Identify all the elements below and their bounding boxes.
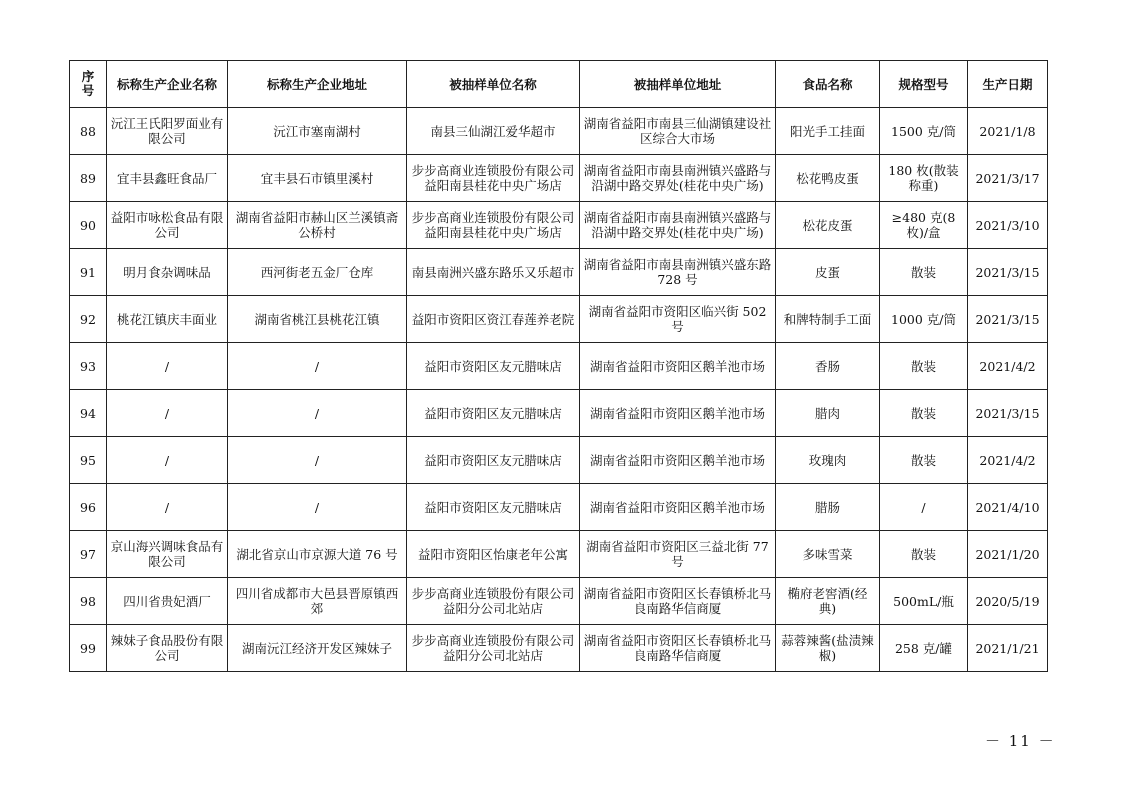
cell-sampled-unit-address: 湖南省益阳市资阳区长春镇桥北马良南路华信商厦 <box>580 578 776 625</box>
cell-sampled-unit-name: 益阳市资阳区友元腊味店 <box>407 437 580 484</box>
cell-manufacturer-address: / <box>228 437 407 484</box>
cell-spec: 散装 <box>880 343 968 390</box>
cell-sampled-unit-address: 湖南省益阳市资阳区临兴街 502 号 <box>580 296 776 343</box>
cell-sampled-unit-address: 湖南省益阳市南县南洲镇兴盛路与沿湖中路交界处(桂花中央广场) <box>580 202 776 249</box>
cell-spec: / <box>880 484 968 531</box>
cell-manufacturer-name: 桃花江镇庆丰面业 <box>107 296 228 343</box>
cell-manufacturer-address: 宜丰县石市镇里溪村 <box>228 155 407 202</box>
header-sampled-unit-name: 被抽样单位名称 <box>407 61 580 108</box>
table-row <box>70 202 1048 249</box>
table-row <box>70 249 1048 296</box>
table-row <box>70 296 1048 343</box>
cell-seq: 90 <box>70 202 107 249</box>
cell-manufacturer-name: 四川省贵妃酒厂 <box>107 578 228 625</box>
cell-seq: 91 <box>70 249 107 296</box>
table-row <box>70 343 1048 390</box>
cell-seq: 98 <box>70 578 107 625</box>
cell-manufacturer-address: 沅江市塞南湖村 <box>228 108 407 155</box>
cell-manufacturer-name: 京山海兴调味食品有限公司 <box>107 531 228 578</box>
cell-sampled-unit-address: 湖南省益阳市资阳区鹅羊池市场 <box>580 484 776 531</box>
cell-production-date: 2021/1/20 <box>968 531 1048 578</box>
cell-seq: 93 <box>70 343 107 390</box>
cell-production-date: 2021/3/15 <box>968 390 1048 437</box>
cell-seq: 95 <box>70 437 107 484</box>
cell-sampled-unit-name: 南县三仙湖江爱华超市 <box>407 108 580 155</box>
header-food-name: 食品名称 <box>776 61 880 108</box>
cell-production-date: 2021/1/8 <box>968 108 1048 155</box>
sampling-results-table <box>69 60 1048 672</box>
cell-sampled-unit-name: 益阳市资阳区怡康老年公寓 <box>407 531 580 578</box>
cell-spec: 1000 克/筒 <box>880 296 968 343</box>
table-header <box>70 61 1048 108</box>
cell-production-date: 2020/5/19 <box>968 578 1048 625</box>
cell-manufacturer-address: 西河街老五金厂仓库 <box>228 249 407 296</box>
cell-sampled-unit-address: 湖南省益阳市南县南洲镇兴盛路与沿湖中路交界处(桂花中央广场) <box>580 155 776 202</box>
header-seq-line2: 号 <box>81 83 95 98</box>
cell-food-name: 椭府老窖酒(经典) <box>776 578 880 625</box>
page-number: － 11 － <box>985 732 1056 750</box>
cell-seq: 92 <box>70 296 107 343</box>
cell-sampled-unit-name: 益阳市资阳区资江春莲养老院 <box>407 296 580 343</box>
cell-sampled-unit-name: 步步高商业连锁股份有限公司益阳分公司北站店 <box>407 625 580 672</box>
cell-food-name: 玫瑰肉 <box>776 437 880 484</box>
table-row <box>70 484 1048 531</box>
cell-food-name: 香肠 <box>776 343 880 390</box>
header-manufacturer-name: 标称生产企业名称 <box>107 61 228 108</box>
cell-seq: 96 <box>70 484 107 531</box>
cell-sampled-unit-address: 湖南省益阳市南县三仙湖镇建设社区综合大市场 <box>580 108 776 155</box>
cell-manufacturer-name: 辣妹子食品股份有限公司 <box>107 625 228 672</box>
cell-food-name: 蒜蓉辣酱(盐渍辣椒) <box>776 625 880 672</box>
cell-sampled-unit-name: 步步高商业连锁股份有限公司益阳分公司北站店 <box>407 578 580 625</box>
cell-seq: 99 <box>70 625 107 672</box>
cell-sampled-unit-name: 步步高商业连锁股份有限公司益阳南县桂花中央广场店 <box>407 155 580 202</box>
cell-spec: 258 克/罐 <box>880 625 968 672</box>
cell-spec: 散装 <box>880 437 968 484</box>
table-body <box>70 108 1048 672</box>
cell-manufacturer-address: 湖南省桃江县桃花江镇 <box>228 296 407 343</box>
header-seq <box>70 61 107 108</box>
cell-spec: ≥480 克(8 枚)/盒 <box>880 202 968 249</box>
cell-manufacturer-address: 湖南沅江经济开发区辣妹子 <box>228 625 407 672</box>
cell-food-name: 腊肉 <box>776 390 880 437</box>
cell-manufacturer-name: 沅江王氏阳罗面业有限公司 <box>107 108 228 155</box>
cell-sampled-unit-name: 益阳市资阳区友元腊味店 <box>407 390 580 437</box>
header-sampled-unit-address: 被抽样单位地址 <box>580 61 776 108</box>
cell-manufacturer-address: 湖北省京山市京源大道 76 号 <box>228 531 407 578</box>
table-row <box>70 531 1048 578</box>
cell-spec: 散装 <box>880 390 968 437</box>
cell-sampled-unit-address: 湖南省益阳市资阳区三益北街 77 号 <box>580 531 776 578</box>
cell-production-date: 2021/3/17 <box>968 155 1048 202</box>
cell-production-date: 2021/3/15 <box>968 296 1048 343</box>
cell-manufacturer-address: 湖南省益阳市赫山区兰溪镇斋公桥村 <box>228 202 407 249</box>
table-row <box>70 578 1048 625</box>
cell-manufacturer-address: 四川省成都市大邑县晋原镇西郊 <box>228 578 407 625</box>
cell-manufacturer-address: / <box>228 343 407 390</box>
table-row <box>70 155 1048 202</box>
cell-sampled-unit-address: 湖南省益阳市资阳区鹅羊池市场 <box>580 343 776 390</box>
table-row <box>70 390 1048 437</box>
cell-manufacturer-name: / <box>107 484 228 531</box>
cell-production-date: 2021/4/10 <box>968 484 1048 531</box>
cell-food-name: 松花鸭皮蛋 <box>776 155 880 202</box>
cell-manufacturer-name: / <box>107 390 228 437</box>
cell-spec: 散装 <box>880 249 968 296</box>
cell-production-date: 2021/4/2 <box>968 437 1048 484</box>
cell-sampled-unit-address: 湖南省益阳市南县南洲镇兴盛东路 728 号 <box>580 249 776 296</box>
table-row <box>70 108 1048 155</box>
header-production-date: 生产日期 <box>968 61 1048 108</box>
header-spec: 规格型号 <box>880 61 968 108</box>
cell-manufacturer-name: / <box>107 343 228 390</box>
cell-production-date: 2021/4/2 <box>968 343 1048 390</box>
cell-production-date: 2021/3/15 <box>968 249 1048 296</box>
cell-sampled-unit-name: 益阳市资阳区友元腊味店 <box>407 484 580 531</box>
cell-production-date: 2021/3/10 <box>968 202 1048 249</box>
cell-food-name: 和牌特制手工面 <box>776 296 880 343</box>
header-manufacturer-address: 标称生产企业地址 <box>228 61 407 108</box>
header-row <box>70 61 1048 108</box>
cell-food-name: 阳光手工挂面 <box>776 108 880 155</box>
cell-sampled-unit-address: 湖南省益阳市资阳区鹅羊池市场 <box>580 437 776 484</box>
cell-food-name: 多味雪菜 <box>776 531 880 578</box>
cell-manufacturer-address: / <box>228 484 407 531</box>
cell-spec: 500mL/瓶 <box>880 578 968 625</box>
table-row <box>70 625 1048 672</box>
cell-sampled-unit-address: 湖南省益阳市资阳区鹅羊池市场 <box>580 390 776 437</box>
cell-production-date: 2021/1/21 <box>968 625 1048 672</box>
cell-spec: 180 枚(散装称重) <box>880 155 968 202</box>
cell-manufacturer-name: 明月食杂调味品 <box>107 249 228 296</box>
cell-manufacturer-name: 宜丰县鑫旺食品厂 <box>107 155 228 202</box>
table-row <box>70 437 1048 484</box>
cell-food-name: 松花皮蛋 <box>776 202 880 249</box>
cell-food-name: 腊肠 <box>776 484 880 531</box>
cell-sampled-unit-address: 湖南省益阳市资阳区长春镇桥北马良南路华信商厦 <box>580 625 776 672</box>
cell-spec: 散装 <box>880 531 968 578</box>
header-seq-line1: 序 <box>81 69 95 84</box>
cell-sampled-unit-name: 南县南洲兴盛东路乐又乐超市 <box>407 249 580 296</box>
cell-spec: 1500 克/筒 <box>880 108 968 155</box>
cell-manufacturer-address: / <box>228 390 407 437</box>
cell-sampled-unit-name: 步步高商业连锁股份有限公司益阳南县桂花中央广场店 <box>407 202 580 249</box>
cell-seq: 88 <box>70 108 107 155</box>
cell-manufacturer-name: 益阳市咏松食品有限公司 <box>107 202 228 249</box>
cell-food-name: 皮蛋 <box>776 249 880 296</box>
cell-seq: 97 <box>70 531 107 578</box>
cell-sampled-unit-name: 益阳市资阳区友元腊味店 <box>407 343 580 390</box>
cell-seq: 94 <box>70 390 107 437</box>
cell-manufacturer-name: / <box>107 437 228 484</box>
cell-seq: 89 <box>70 155 107 202</box>
